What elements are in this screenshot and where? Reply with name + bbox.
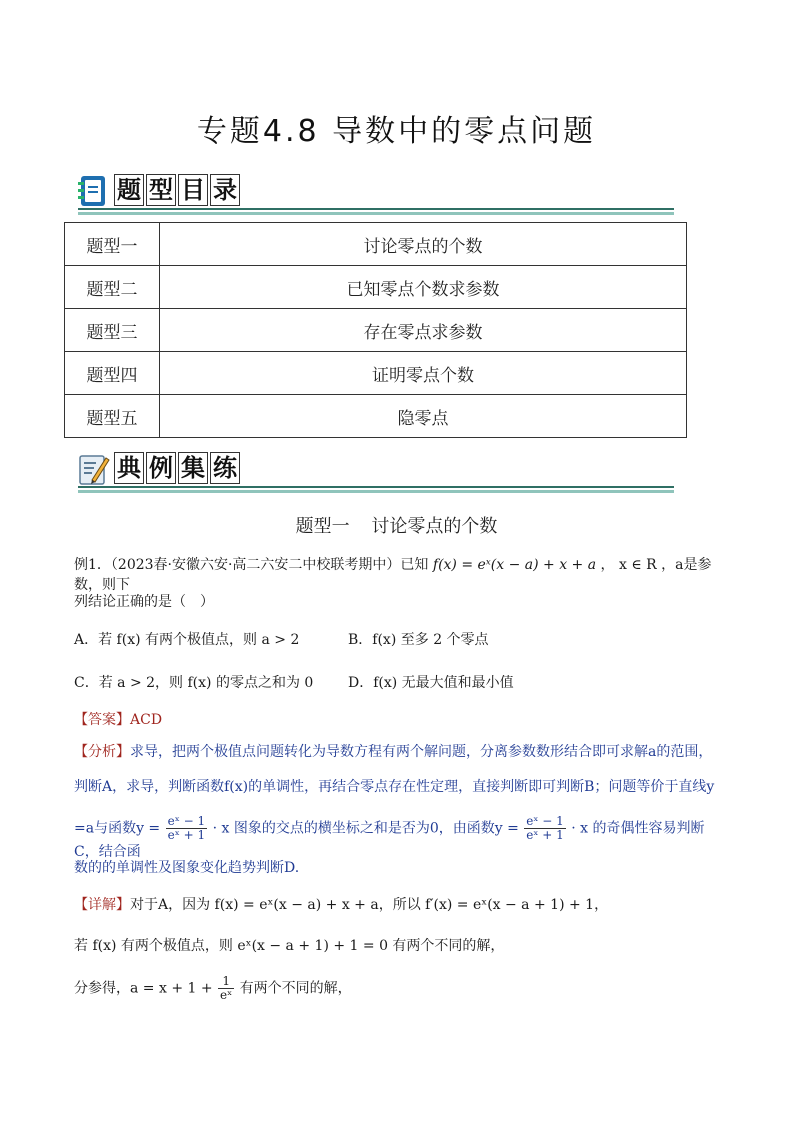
fraction-denominator: eˣ + 1 [167,828,206,842]
example-param: ，a是参数，则下 [74,557,712,593]
example-stem [74,555,729,595]
fraction [524,815,566,842]
option-d: D．f(x) 无最大值和最小值 [348,675,514,691]
toc-type: 题型三 [65,309,160,352]
fraction [218,975,234,1002]
fraction-numerator: eˣ − 1 [167,814,206,828]
answer [74,710,729,730]
section-char: 典 [114,452,144,484]
detail-line2: 若 f(x) 有两个极值点，则 eˣ(x − a + 1) + 1 = 0 有两个不同的解， [74,938,505,954]
toc-topic: 隐零点 [160,395,687,438]
page-title: 专题4.8 导数中的零点问题 [196,114,597,149]
section-char: 型 [146,174,176,206]
toc-type: 题型一 [65,223,160,266]
fraction-denominator: eˣ + 1 [526,828,564,842]
toc-type: 题型五 [65,395,160,438]
toc-topic: 证明零点个数 [160,352,687,395]
analysis-line1 [74,742,729,762]
notebook-icon [78,174,110,208]
analysis-text: · x 图象的交点的横坐标之和是否为0，由函数y = [212,820,519,837]
fraction-numerator: eˣ − 1 [526,814,564,828]
analysis-line4: 数的的单调性及图象变化趋势判断D. [74,860,300,876]
option-a: A．若 f(x) 有两个极值点，则 a > 2 [74,632,300,648]
example-domain: ， x ∈ R [600,557,657,573]
toc-type: 题型二 [65,266,160,309]
table-row [65,395,687,438]
divider [78,208,674,210]
detail-text: 有两个不同的解， [239,980,352,997]
toc-type: 题型四 [65,352,160,395]
table-row [65,352,687,395]
section-char: 例 [146,452,176,484]
toc-table [64,222,687,438]
pencil-note-icon [78,452,110,486]
detail-text: 分参得，a = x + 1 + [74,980,213,997]
analysis-text: · x 的奇偶性容易判断C，结合函 [74,820,705,860]
detail-line1 [74,895,729,915]
option-b: B．f(x) 至多 2 个零点 [348,632,489,648]
toc-topic: 已知零点个数求参数 [160,266,687,309]
analysis-text: 求导，把两个极值点问题转化为导数方程有两个解问题，分离参数数形结合即可求解a的范围， [130,744,713,760]
table-row [65,309,687,352]
fraction [166,815,208,842]
subtitle-type: 题型一 [295,516,350,537]
analysis-label: 【分析】 [74,744,130,760]
detail-label: 【详解】 [74,897,130,913]
section-char: 练 [210,452,240,484]
fraction-numerator: 1 [218,975,234,989]
answer-value: ACD [130,712,163,728]
example-prefix: 例1．（2023春·安徽六安·高二六安二中校联考期中）已知 [74,557,429,573]
answer-label: 【答案】 [74,712,130,728]
section-header-toc [78,172,674,216]
analysis-line2: 判断A，求导，判断函数f(x)的单调性，再结合零点存在性定理，直接判断即可判断B；问题等价于直线y [74,779,715,795]
section-char: 目 [178,174,208,206]
table-row [65,223,687,266]
table-row [65,266,687,309]
fraction-denominator: eˣ [220,988,233,1002]
option-c: C．若 a > 2，则 f(x) 的零点之和为 0 [74,675,314,691]
divider [78,490,674,493]
section-char: 集 [178,452,208,484]
analysis-text: =a与函数y = [74,820,161,837]
subtitle [0,512,793,538]
divider [78,486,674,488]
detail-line3 [74,975,729,1002]
example-stem-line2: 列结论正确的是（ ） [74,594,214,610]
toc-topic: 讨论零点的个数 [160,223,687,266]
section-char: 题 [114,174,144,206]
example-function: f(x) = eˣ(x − a) + x + a [432,557,597,573]
section-header-examples [78,450,674,494]
divider [78,212,674,215]
section-char: 录 [210,174,240,206]
toc-topic: 存在零点求参数 [160,309,687,352]
detail-text: 对于A，因为 f(x) = eˣ(x − a) + x + a，所以 f′(x) = eˣ(x − a + 1) + 1， [130,897,609,913]
subtitle-topic: 讨论零点的个数 [371,516,498,537]
analysis-line3 [74,815,729,862]
